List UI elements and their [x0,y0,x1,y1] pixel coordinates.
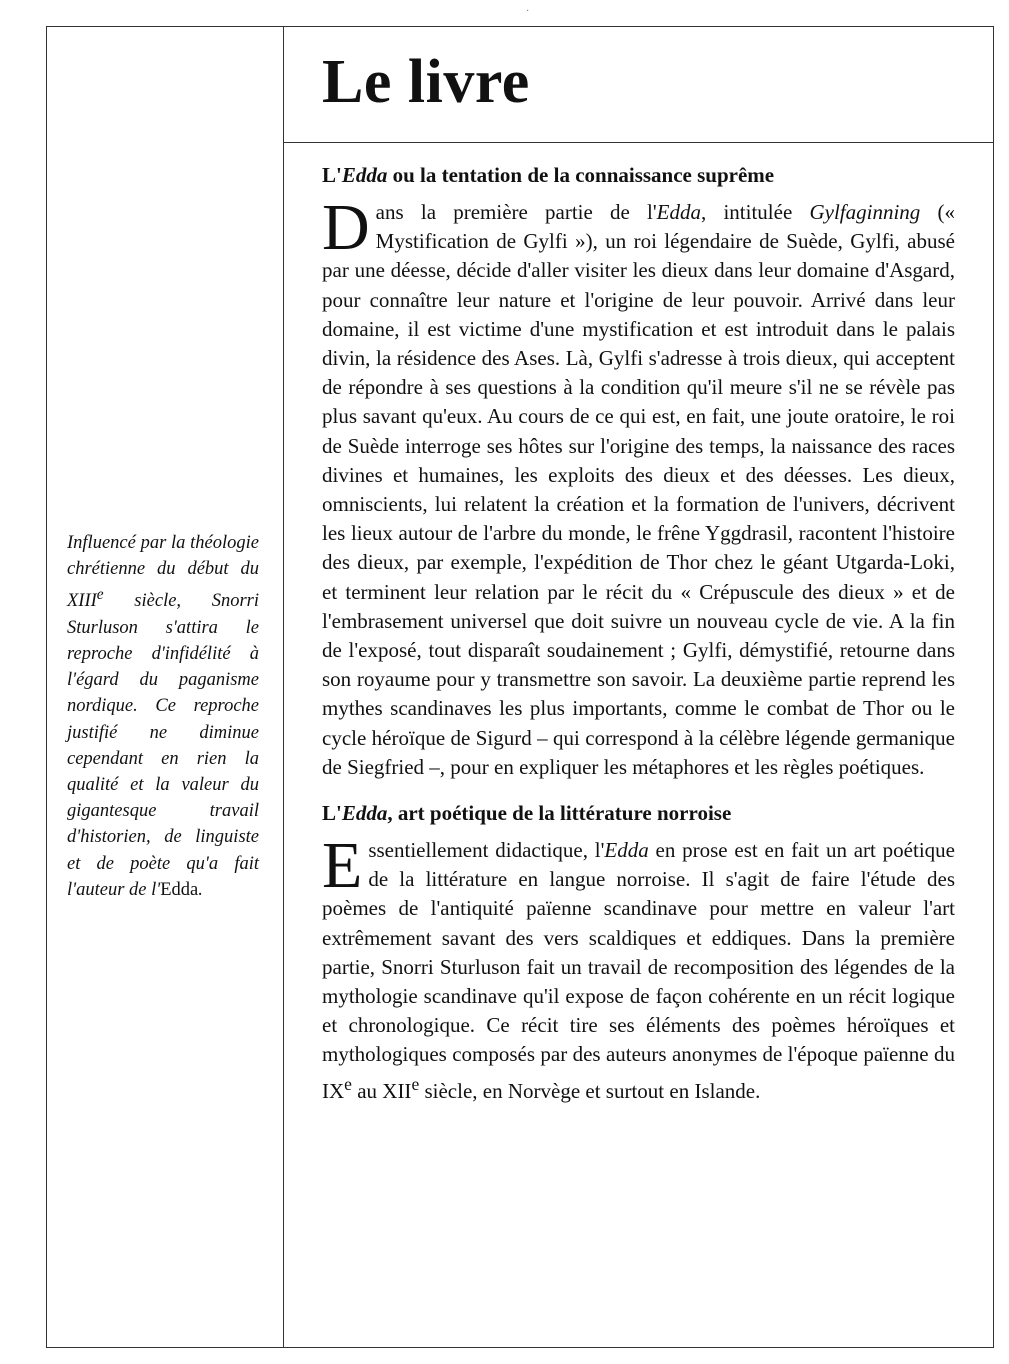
s2-text-c: au XII [351,1078,412,1103]
margin-note [67,530,259,903]
section-1-paragraph [322,191,955,782]
section-1-heading-rest: ou la tentation de la connaissance suprême [387,163,775,187]
section-2-heading [322,796,955,830]
s2-text-d: siècle, en Norvège et surtout en Islande. [419,1078,761,1103]
margin-note-text-1: Influencé par la théologie chrétienne du début du XIII [67,533,259,612]
s1-text-a: ans la première partie de l' [375,200,657,224]
section-1-heading-italic: Edda [341,163,388,187]
s1-text-b: , intitulée [701,200,810,224]
section-2-dropcap: E [322,829,363,903]
s2-italic-1: Edda [604,838,649,863]
title-rule [283,142,994,143]
top-mark: · [526,6,530,17]
section-1-heading [322,158,955,192]
s1-text-c: (« Mystification de Gylfi »), un roi légendaire de Suède, Gylfi, abusé par une déesse, décide d'aller visiter les dieux dans leur domaine d'Asgard, pour connaître leur nature et l'origine de leur pouvoir. Arrivé dans leur domaine, il est victime d'une mystification et est introduit dans le palais divin, la résidence des Ases. Là, Gylfi s'adresse à trois dieux, qui acceptent de répondre à ses questions à la condition qu'il meure s'il ne se révèle pas plus savant qu'eux. Au cours de ce qui est, en fait, une joute oratoire, le roi de Suède interroge ses hôtes sur l'origine des temps, la naissance des races divines et humaines, les exploits des dieux et des déesses. Les dieux, omniscients, lui relatent la création et la formation de l'univers, décrivent les lieux autour de l'arbre du monde, le frêne Yggdrasil, racontent l'histoire des dieux, par exemple, l'expédition de Thor chez le géant Utgarda-Loki, et terminent leur relation par le récit du « Crépuscule des dieux » et de l'embrasement universel que doit suivre un nouveau cycle de vie. A la fin de l'exposé, tout disparaît soudainement ; Gylfi, démystifié, retourne dans son royaume pour y transmettre son savoir. La deuxième partie reprend les mythes scandinaves les plus importants, comme le combat de Thor ou le cycle héroïque de Sigurd – qui correspond à la célèbre légende germanique de Siegfried –, pour en expliquer les métaphores et les règles poétiques. [322,200,955,779]
main-column [322,158,955,1106]
section-2-heading-prefix: L' [322,801,342,826]
section-1-dropcap: D [322,191,370,264]
page-title: Le livre [322,48,530,116]
section-2-heading-italic: Edda [341,801,388,826]
margin-note-superscript: e [96,586,104,604]
s2-text-b: en prose est en fait un art poétique de la littérature en langue norroise. Il s'agit de faire l'étude des poèmes de l'antiquité païenne scandinave pour mettre en valeur l'art extrêmement savant des vers scaldiques et eddiques. Dans la première partie, Snorri Sturluson fait un travail de recomposition des légendes de la mythologie scandinave qu'il expose de façon cohérente en un récit logique et chronologique. Ce récit tire ses éléments des poèmes héroïques et mythologiques composés par des auteurs anonymes de l'époque païenne du IX [322,838,955,1103]
s2-superscript-2: e [411,1073,420,1094]
section-2-heading-rest: , art poétique de la littérature norroise [387,801,732,826]
section-1-heading-prefix: L' [322,163,342,187]
s1-italic-1: Edda [656,200,701,224]
section-2-paragraph [322,829,955,1106]
s1-italic-2: Gylfaginning [809,200,921,224]
margin-note-text-2: siècle, Snorri Sturluson s'attira le reproche d'infidélité à l'égard du paganisme nordique. Ce reproche justifié ne diminue cependant en rien la qualité et la valeur du gigantesque travail d'historien, de linguiste et de poète qu'a fait l'auteur de l' [67,591,259,900]
margin-note-edda: Edda [160,879,199,900]
margin-note-end: . [198,879,203,900]
s2-text-a: ssentiellement didactique, l' [368,838,605,863]
column-divider [283,26,284,1348]
s2-superscript-1: e [344,1073,352,1094]
